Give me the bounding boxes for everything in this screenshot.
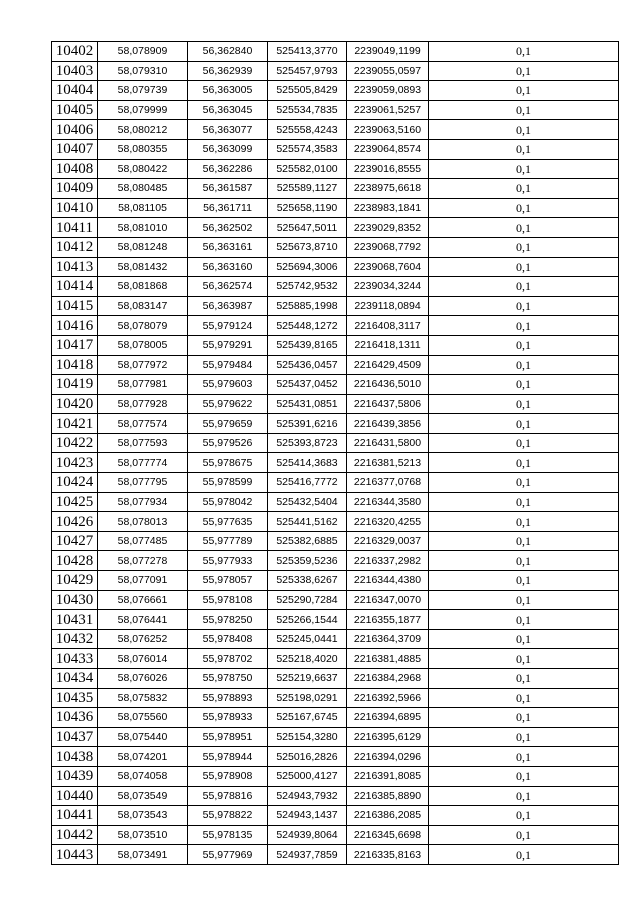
table-row <box>52 531 619 551</box>
longitude-cell: 55,978908 <box>188 766 268 786</box>
x-coordinate-cell: 525391,6216 <box>268 414 347 434</box>
latitude-cell: 58,077934 <box>98 492 188 512</box>
point-number-cell: 10413 <box>52 257 98 277</box>
longitude-cell: 55,978816 <box>188 786 268 806</box>
table-row <box>52 237 619 257</box>
point-number-cell: 10432 <box>52 629 98 649</box>
accuracy-cell: 0,1 <box>429 414 619 434</box>
longitude-cell: 55,977789 <box>188 531 268 551</box>
latitude-cell: 58,077774 <box>98 453 188 473</box>
y-coordinate-cell: 2216355,1877 <box>347 610 429 630</box>
point-number-cell: 10424 <box>52 473 98 493</box>
longitude-cell: 56,363077 <box>188 120 268 140</box>
x-coordinate-cell: 525582,0100 <box>268 159 347 179</box>
longitude-cell: 55,978108 <box>188 590 268 610</box>
x-coordinate-cell: 525414,3683 <box>268 453 347 473</box>
table-row <box>52 473 619 493</box>
longitude-cell: 55,977635 <box>188 512 268 532</box>
y-coordinate-cell: 2239064,8574 <box>347 139 429 159</box>
table-row <box>52 198 619 218</box>
coordinate-table-body <box>52 42 619 865</box>
x-coordinate-cell: 525219,6637 <box>268 669 347 689</box>
accuracy-cell: 0,1 <box>429 139 619 159</box>
y-coordinate-cell: 2216431,5800 <box>347 433 429 453</box>
table-row <box>52 727 619 747</box>
latitude-cell: 58,083147 <box>98 296 188 316</box>
y-coordinate-cell: 2216337,2982 <box>347 551 429 571</box>
latitude-cell: 58,076026 <box>98 669 188 689</box>
latitude-cell: 58,073543 <box>98 806 188 826</box>
accuracy-cell: 0,1 <box>429 649 619 669</box>
x-coordinate-cell: 525558,4243 <box>268 120 347 140</box>
x-coordinate-cell: 525290,7284 <box>268 590 347 610</box>
table-row <box>52 708 619 728</box>
point-number-cell: 10434 <box>52 669 98 689</box>
x-coordinate-cell: 524937,7859 <box>268 845 347 865</box>
x-coordinate-cell: 525167,6745 <box>268 708 347 728</box>
point-number-cell: 10441 <box>52 806 98 826</box>
table-row <box>52 414 619 434</box>
accuracy-cell: 0,1 <box>429 571 619 591</box>
table-row <box>52 786 619 806</box>
accuracy-cell: 0,1 <box>429 218 619 238</box>
y-coordinate-cell: 2239059,0893 <box>347 81 429 101</box>
table-row <box>52 845 619 865</box>
point-number-cell: 10431 <box>52 610 98 630</box>
point-number-cell: 10408 <box>52 159 98 179</box>
x-coordinate-cell: 525574,3583 <box>268 139 347 159</box>
latitude-cell: 58,076661 <box>98 590 188 610</box>
y-coordinate-cell: 2216335,8163 <box>347 845 429 865</box>
longitude-cell: 56,363045 <box>188 100 268 120</box>
y-coordinate-cell: 2216381,4885 <box>347 649 429 669</box>
longitude-cell: 55,978933 <box>188 708 268 728</box>
point-number-cell: 10415 <box>52 296 98 316</box>
point-number-cell: 10436 <box>52 708 98 728</box>
latitude-cell: 58,077795 <box>98 473 188 493</box>
longitude-cell: 55,979484 <box>188 355 268 375</box>
accuracy-cell: 0,1 <box>429 257 619 277</box>
coordinate-table <box>51 41 619 865</box>
table-row <box>52 335 619 355</box>
accuracy-cell: 0,1 <box>429 61 619 81</box>
table-row <box>52 316 619 336</box>
longitude-cell: 56,361711 <box>188 198 268 218</box>
latitude-cell: 58,078013 <box>98 512 188 532</box>
longitude-cell: 55,979526 <box>188 433 268 453</box>
accuracy-cell: 0,1 <box>429 531 619 551</box>
x-coordinate-cell: 525359,5236 <box>268 551 347 571</box>
y-coordinate-cell: 2216344,3580 <box>347 492 429 512</box>
table-row <box>52 492 619 512</box>
point-number-cell: 10422 <box>52 433 98 453</box>
latitude-cell: 58,081868 <box>98 277 188 297</box>
x-coordinate-cell: 525154,3280 <box>268 727 347 747</box>
longitude-cell: 56,363161 <box>188 237 268 257</box>
table-row <box>52 688 619 708</box>
y-coordinate-cell: 2216429,4509 <box>347 355 429 375</box>
y-coordinate-cell: 2216437,5806 <box>347 394 429 414</box>
table-row <box>52 100 619 120</box>
longitude-cell: 55,978135 <box>188 825 268 845</box>
point-number-cell: 10438 <box>52 747 98 767</box>
longitude-cell: 55,978702 <box>188 649 268 669</box>
x-coordinate-cell: 525885,1998 <box>268 296 347 316</box>
table-row <box>52 277 619 297</box>
accuracy-cell: 0,1 <box>429 277 619 297</box>
y-coordinate-cell: 2216344,4380 <box>347 571 429 591</box>
latitude-cell: 58,079739 <box>98 81 188 101</box>
table-row <box>52 179 619 199</box>
point-number-cell: 10405 <box>52 100 98 120</box>
table-row <box>52 669 619 689</box>
latitude-cell: 58,077485 <box>98 531 188 551</box>
point-number-cell: 10429 <box>52 571 98 591</box>
accuracy-cell: 0,1 <box>429 473 619 493</box>
y-coordinate-cell: 2238983,1841 <box>347 198 429 218</box>
x-coordinate-cell: 525505,8429 <box>268 81 347 101</box>
latitude-cell: 58,077278 <box>98 551 188 571</box>
x-coordinate-cell: 525393,8723 <box>268 433 347 453</box>
latitude-cell: 58,081105 <box>98 198 188 218</box>
point-number-cell: 10412 <box>52 237 98 257</box>
latitude-cell: 58,075440 <box>98 727 188 747</box>
y-coordinate-cell: 2216395,6129 <box>347 727 429 747</box>
accuracy-cell: 0,1 <box>429 688 619 708</box>
point-number-cell: 10416 <box>52 316 98 336</box>
point-number-cell: 10406 <box>52 120 98 140</box>
latitude-cell: 58,077981 <box>98 375 188 395</box>
x-coordinate-cell: 525382,6885 <box>268 531 347 551</box>
table-row <box>52 42 619 62</box>
x-coordinate-cell: 525016,2826 <box>268 747 347 767</box>
point-number-cell: 10430 <box>52 590 98 610</box>
accuracy-cell: 0,1 <box>429 727 619 747</box>
accuracy-cell: 0,1 <box>429 786 619 806</box>
point-number-cell: 10427 <box>52 531 98 551</box>
x-coordinate-cell: 525416,7772 <box>268 473 347 493</box>
y-coordinate-cell: 2239118,0894 <box>347 296 429 316</box>
table-row <box>52 355 619 375</box>
longitude-cell: 56,363987 <box>188 296 268 316</box>
y-coordinate-cell: 2239016,8555 <box>347 159 429 179</box>
latitude-cell: 58,078005 <box>98 335 188 355</box>
x-coordinate-cell: 525266,1544 <box>268 610 347 630</box>
y-coordinate-cell: 2239055,0597 <box>347 61 429 81</box>
x-coordinate-cell: 524943,7932 <box>268 786 347 806</box>
latitude-cell: 58,078079 <box>98 316 188 336</box>
x-coordinate-cell: 525742,9532 <box>268 277 347 297</box>
point-number-cell: 10411 <box>52 218 98 238</box>
table-row <box>52 571 619 591</box>
table-row <box>52 825 619 845</box>
x-coordinate-cell: 525694,3006 <box>268 257 347 277</box>
y-coordinate-cell: 2239068,7792 <box>347 237 429 257</box>
x-coordinate-cell: 525439,8165 <box>268 335 347 355</box>
longitude-cell: 55,977933 <box>188 551 268 571</box>
latitude-cell: 58,078909 <box>98 42 188 62</box>
x-coordinate-cell: 525413,3770 <box>268 42 347 62</box>
x-coordinate-cell: 525534,7835 <box>268 100 347 120</box>
point-number-cell: 10419 <box>52 375 98 395</box>
y-coordinate-cell: 2216377,0768 <box>347 473 429 493</box>
x-coordinate-cell: 524943,1437 <box>268 806 347 826</box>
longitude-cell: 56,362286 <box>188 159 268 179</box>
latitude-cell: 58,075832 <box>98 688 188 708</box>
latitude-cell: 58,076014 <box>98 649 188 669</box>
table-row <box>52 590 619 610</box>
coordinate-table-wrapper <box>51 41 619 865</box>
point-number-cell: 10421 <box>52 414 98 434</box>
point-number-cell: 10425 <box>52 492 98 512</box>
accuracy-cell: 0,1 <box>429 806 619 826</box>
accuracy-cell: 0,1 <box>429 825 619 845</box>
longitude-cell: 56,363099 <box>188 139 268 159</box>
point-number-cell: 10435 <box>52 688 98 708</box>
accuracy-cell: 0,1 <box>429 100 619 120</box>
latitude-cell: 58,081432 <box>98 257 188 277</box>
table-row <box>52 551 619 571</box>
latitude-cell: 58,079999 <box>98 100 188 120</box>
latitude-cell: 58,077091 <box>98 571 188 591</box>
latitude-cell: 58,075560 <box>98 708 188 728</box>
longitude-cell: 55,978750 <box>188 669 268 689</box>
latitude-cell: 58,080212 <box>98 120 188 140</box>
y-coordinate-cell: 2239061,5257 <box>347 100 429 120</box>
latitude-cell: 58,081010 <box>98 218 188 238</box>
y-coordinate-cell: 2216436,5010 <box>347 375 429 395</box>
table-row <box>52 433 619 453</box>
y-coordinate-cell: 2216439,3856 <box>347 414 429 434</box>
latitude-cell: 58,077593 <box>98 433 188 453</box>
table-row <box>52 81 619 101</box>
accuracy-cell: 0,1 <box>429 198 619 218</box>
accuracy-cell: 0,1 <box>429 629 619 649</box>
point-number-cell: 10423 <box>52 453 98 473</box>
latitude-cell: 58,077972 <box>98 355 188 375</box>
longitude-cell: 56,362502 <box>188 218 268 238</box>
accuracy-cell: 0,1 <box>429 610 619 630</box>
latitude-cell: 58,079310 <box>98 61 188 81</box>
accuracy-cell: 0,1 <box>429 512 619 532</box>
longitude-cell: 55,978822 <box>188 806 268 826</box>
x-coordinate-cell: 525338,6267 <box>268 571 347 591</box>
longitude-cell: 56,362574 <box>188 277 268 297</box>
accuracy-cell: 0,1 <box>429 375 619 395</box>
accuracy-cell: 0,1 <box>429 747 619 767</box>
y-coordinate-cell: 2239034,3244 <box>347 277 429 297</box>
accuracy-cell: 0,1 <box>429 453 619 473</box>
x-coordinate-cell: 525000,4127 <box>268 766 347 786</box>
latitude-cell: 58,074058 <box>98 766 188 786</box>
table-row <box>52 453 619 473</box>
x-coordinate-cell: 525198,0291 <box>268 688 347 708</box>
longitude-cell: 55,977969 <box>188 845 268 865</box>
point-number-cell: 10418 <box>52 355 98 375</box>
x-coordinate-cell: 525432,5404 <box>268 492 347 512</box>
y-coordinate-cell: 2239068,7604 <box>347 257 429 277</box>
table-row <box>52 747 619 767</box>
table-row <box>52 218 619 238</box>
longitude-cell: 55,979124 <box>188 316 268 336</box>
longitude-cell: 55,978675 <box>188 453 268 473</box>
longitude-cell: 55,979291 <box>188 335 268 355</box>
table-row <box>52 139 619 159</box>
longitude-cell: 55,978250 <box>188 610 268 630</box>
accuracy-cell: 0,1 <box>429 551 619 571</box>
table-row <box>52 806 619 826</box>
longitude-cell: 56,363005 <box>188 81 268 101</box>
longitude-cell: 55,978951 <box>188 727 268 747</box>
accuracy-cell: 0,1 <box>429 492 619 512</box>
accuracy-cell: 0,1 <box>429 335 619 355</box>
y-coordinate-cell: 2239049,1199 <box>347 42 429 62</box>
point-number-cell: 10417 <box>52 335 98 355</box>
y-coordinate-cell: 2216391,8085 <box>347 766 429 786</box>
accuracy-cell: 0,1 <box>429 766 619 786</box>
longitude-cell: 55,979659 <box>188 414 268 434</box>
y-coordinate-cell: 2239063,5160 <box>347 120 429 140</box>
point-number-cell: 10437 <box>52 727 98 747</box>
latitude-cell: 58,073549 <box>98 786 188 806</box>
accuracy-cell: 0,1 <box>429 316 619 336</box>
x-coordinate-cell: 525441,5162 <box>268 512 347 532</box>
latitude-cell: 58,074201 <box>98 747 188 767</box>
x-coordinate-cell: 525436,0457 <box>268 355 347 375</box>
table-row <box>52 649 619 669</box>
y-coordinate-cell: 2216347,0070 <box>347 590 429 610</box>
longitude-cell: 55,978057 <box>188 571 268 591</box>
table-row <box>52 394 619 414</box>
y-coordinate-cell: 2216418,1311 <box>347 335 429 355</box>
longitude-cell: 55,979603 <box>188 375 268 395</box>
y-coordinate-cell: 2216381,5213 <box>347 453 429 473</box>
accuracy-cell: 0,1 <box>429 296 619 316</box>
point-number-cell: 10428 <box>52 551 98 571</box>
table-row <box>52 61 619 81</box>
point-number-cell: 10404 <box>52 81 98 101</box>
latitude-cell: 58,076252 <box>98 629 188 649</box>
table-row <box>52 766 619 786</box>
table-row <box>52 257 619 277</box>
table-row <box>52 120 619 140</box>
y-coordinate-cell: 2216329,0037 <box>347 531 429 551</box>
table-row <box>52 296 619 316</box>
point-number-cell: 10442 <box>52 825 98 845</box>
latitude-cell: 58,073491 <box>98 845 188 865</box>
accuracy-cell: 0,1 <box>429 42 619 62</box>
point-number-cell: 10407 <box>52 139 98 159</box>
point-number-cell: 10433 <box>52 649 98 669</box>
x-coordinate-cell: 525647,5011 <box>268 218 347 238</box>
point-number-cell: 10426 <box>52 512 98 532</box>
latitude-cell: 58,077928 <box>98 394 188 414</box>
longitude-cell: 55,978042 <box>188 492 268 512</box>
longitude-cell: 55,978408 <box>188 629 268 649</box>
point-number-cell: 10420 <box>52 394 98 414</box>
y-coordinate-cell: 2216386,2085 <box>347 806 429 826</box>
accuracy-cell: 0,1 <box>429 708 619 728</box>
x-coordinate-cell: 525437,0452 <box>268 375 347 395</box>
longitude-cell: 55,978893 <box>188 688 268 708</box>
y-coordinate-cell: 2239029,8352 <box>347 218 429 238</box>
accuracy-cell: 0,1 <box>429 179 619 199</box>
y-coordinate-cell: 2216408,3117 <box>347 316 429 336</box>
latitude-cell: 58,076441 <box>98 610 188 630</box>
accuracy-cell: 0,1 <box>429 159 619 179</box>
accuracy-cell: 0,1 <box>429 669 619 689</box>
accuracy-cell: 0,1 <box>429 81 619 101</box>
longitude-cell: 55,978599 <box>188 473 268 493</box>
y-coordinate-cell: 2238975,6618 <box>347 179 429 199</box>
accuracy-cell: 0,1 <box>429 120 619 140</box>
y-coordinate-cell: 2216384,2968 <box>347 669 429 689</box>
x-coordinate-cell: 524939,8064 <box>268 825 347 845</box>
latitude-cell: 58,073510 <box>98 825 188 845</box>
x-coordinate-cell: 525245,0441 <box>268 629 347 649</box>
latitude-cell: 58,081248 <box>98 237 188 257</box>
y-coordinate-cell: 2216394,0296 <box>347 747 429 767</box>
longitude-cell: 56,362840 <box>188 42 268 62</box>
point-number-cell: 10402 <box>52 42 98 62</box>
point-number-cell: 10414 <box>52 277 98 297</box>
point-number-cell: 10440 <box>52 786 98 806</box>
x-coordinate-cell: 525218,4020 <box>268 649 347 669</box>
x-coordinate-cell: 525457,9793 <box>268 61 347 81</box>
accuracy-cell: 0,1 <box>429 237 619 257</box>
x-coordinate-cell: 525673,8710 <box>268 237 347 257</box>
point-number-cell: 10409 <box>52 179 98 199</box>
accuracy-cell: 0,1 <box>429 433 619 453</box>
accuracy-cell: 0,1 <box>429 845 619 865</box>
x-coordinate-cell: 525658,1190 <box>268 198 347 218</box>
point-number-cell: 10403 <box>52 61 98 81</box>
y-coordinate-cell: 2216320,4255 <box>347 512 429 532</box>
latitude-cell: 58,080355 <box>98 139 188 159</box>
table-row <box>52 512 619 532</box>
longitude-cell: 55,979622 <box>188 394 268 414</box>
point-number-cell: 10443 <box>52 845 98 865</box>
point-number-cell: 10410 <box>52 198 98 218</box>
longitude-cell: 56,362939 <box>188 61 268 81</box>
x-coordinate-cell: 525431,0851 <box>268 394 347 414</box>
table-row <box>52 610 619 630</box>
latitude-cell: 58,080485 <box>98 179 188 199</box>
accuracy-cell: 0,1 <box>429 355 619 375</box>
y-coordinate-cell: 2216385,8890 <box>347 786 429 806</box>
accuracy-cell: 0,1 <box>429 590 619 610</box>
accuracy-cell: 0,1 <box>429 394 619 414</box>
point-number-cell: 10439 <box>52 766 98 786</box>
longitude-cell: 56,363160 <box>188 257 268 277</box>
table-row <box>52 159 619 179</box>
y-coordinate-cell: 2216394,6895 <box>347 708 429 728</box>
table-row <box>52 629 619 649</box>
x-coordinate-cell: 525589,1127 <box>268 179 347 199</box>
y-coordinate-cell: 2216392,5966 <box>347 688 429 708</box>
x-coordinate-cell: 525448,1272 <box>268 316 347 336</box>
longitude-cell: 56,361587 <box>188 179 268 199</box>
table-row <box>52 375 619 395</box>
latitude-cell: 58,077574 <box>98 414 188 434</box>
y-coordinate-cell: 2216364,3709 <box>347 629 429 649</box>
longitude-cell: 55,978944 <box>188 747 268 767</box>
y-coordinate-cell: 2216345,6698 <box>347 825 429 845</box>
latitude-cell: 58,080422 <box>98 159 188 179</box>
